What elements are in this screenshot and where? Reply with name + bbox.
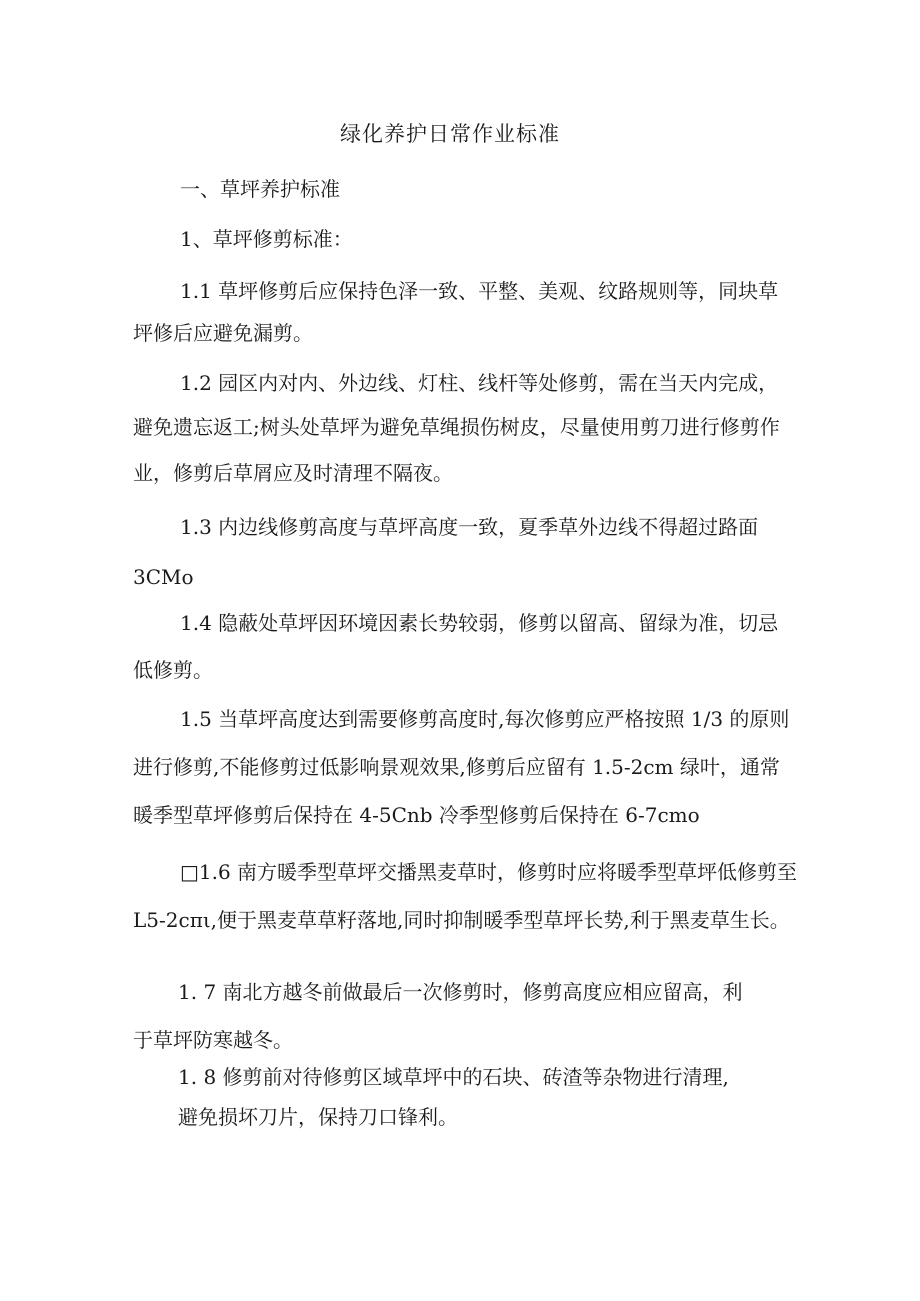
paragraph-1-8-line-2: 避免损坏刀片，保持刀口锋利。 (178, 1105, 458, 1129)
paragraph-1-6-line-1: □1.6 南方暖季型草坪交播黑麦草时，修剪时应将暖季型草坪低修剪至 (180, 860, 798, 884)
paragraph-1-2-line-3: 业，修剪后草屑应及时清理不隔夜。 (133, 461, 453, 485)
paragraph-1-1-line-2: 坪修后应避免漏剪。 (133, 321, 313, 345)
paragraph-1-4-line-2: 低修剪。 (133, 658, 213, 682)
paragraph-1-3-line-2: 3CMo (133, 565, 194, 589)
paragraph-1-7-line-1: 1. 7 南北方越冬前做最后一次修剪时，修剪高度应相应留高，利 (178, 980, 743, 1004)
paragraph-1-8-line-1: 1. 8 修剪前对待修剪区域草坪中的石块、砖渣等杂物进行清理, (178, 1065, 729, 1089)
paragraph-1-5-line-1: 1.5 当草坪高度达到需要修剪高度时,每次修剪应严格按照 1/3 的原则 (180, 707, 790, 731)
paragraph-1-5-line-3: 暖季型草坪修剪后保持在 4-5Cnb 冷季型修剪后保持在 6-7cmo (133, 803, 700, 827)
paragraph-1-1-line-1: 1.1 草坪修剪后应保持色泽一致、平整、美观、纹路规则等，同块草 (180, 279, 779, 303)
document-title: 绿化养护日常作业标准 (340, 122, 560, 146)
paragraph-1-5-line-2: 进行修剪,不能修剪过低影响景观效果,修剪后应留有 1.5-2cm 绿叶，通常 (133, 755, 780, 779)
paragraph-1-3-line-1: 1.3 内边线修剪高度与草坪高度一致，夏季草外边线不得超过路面 (180, 515, 759, 539)
paragraph-1-2-line-2: 避免遗忘返工;树头处草坪为避免草绳损伤树皮，尽量使用剪刀进行修剪作 (133, 415, 780, 439)
subsection-heading: 1、草坪修剪标准： (180, 227, 353, 251)
section-heading: 一、草坪养护标准 (180, 177, 340, 201)
paragraph-1-2-line-1: 1.2 园区内对内、外边线、灯柱、线杆等处修剪，需在当天内完成， (180, 371, 779, 395)
paragraph-1-7-line-2: 于草坪防寒越冬。 (133, 1028, 293, 1052)
paragraph-1-4-line-1: 1.4 隐蔽处草坪因环境因素长势较弱，修剪以留高、留绿为准，切忌 (180, 611, 779, 635)
paragraph-1-6-line-2: L5-2cπι,便于黑麦草草籽落地,同时抑制暖季型草坪长势,利于黑麦草生长。 (133, 908, 790, 932)
